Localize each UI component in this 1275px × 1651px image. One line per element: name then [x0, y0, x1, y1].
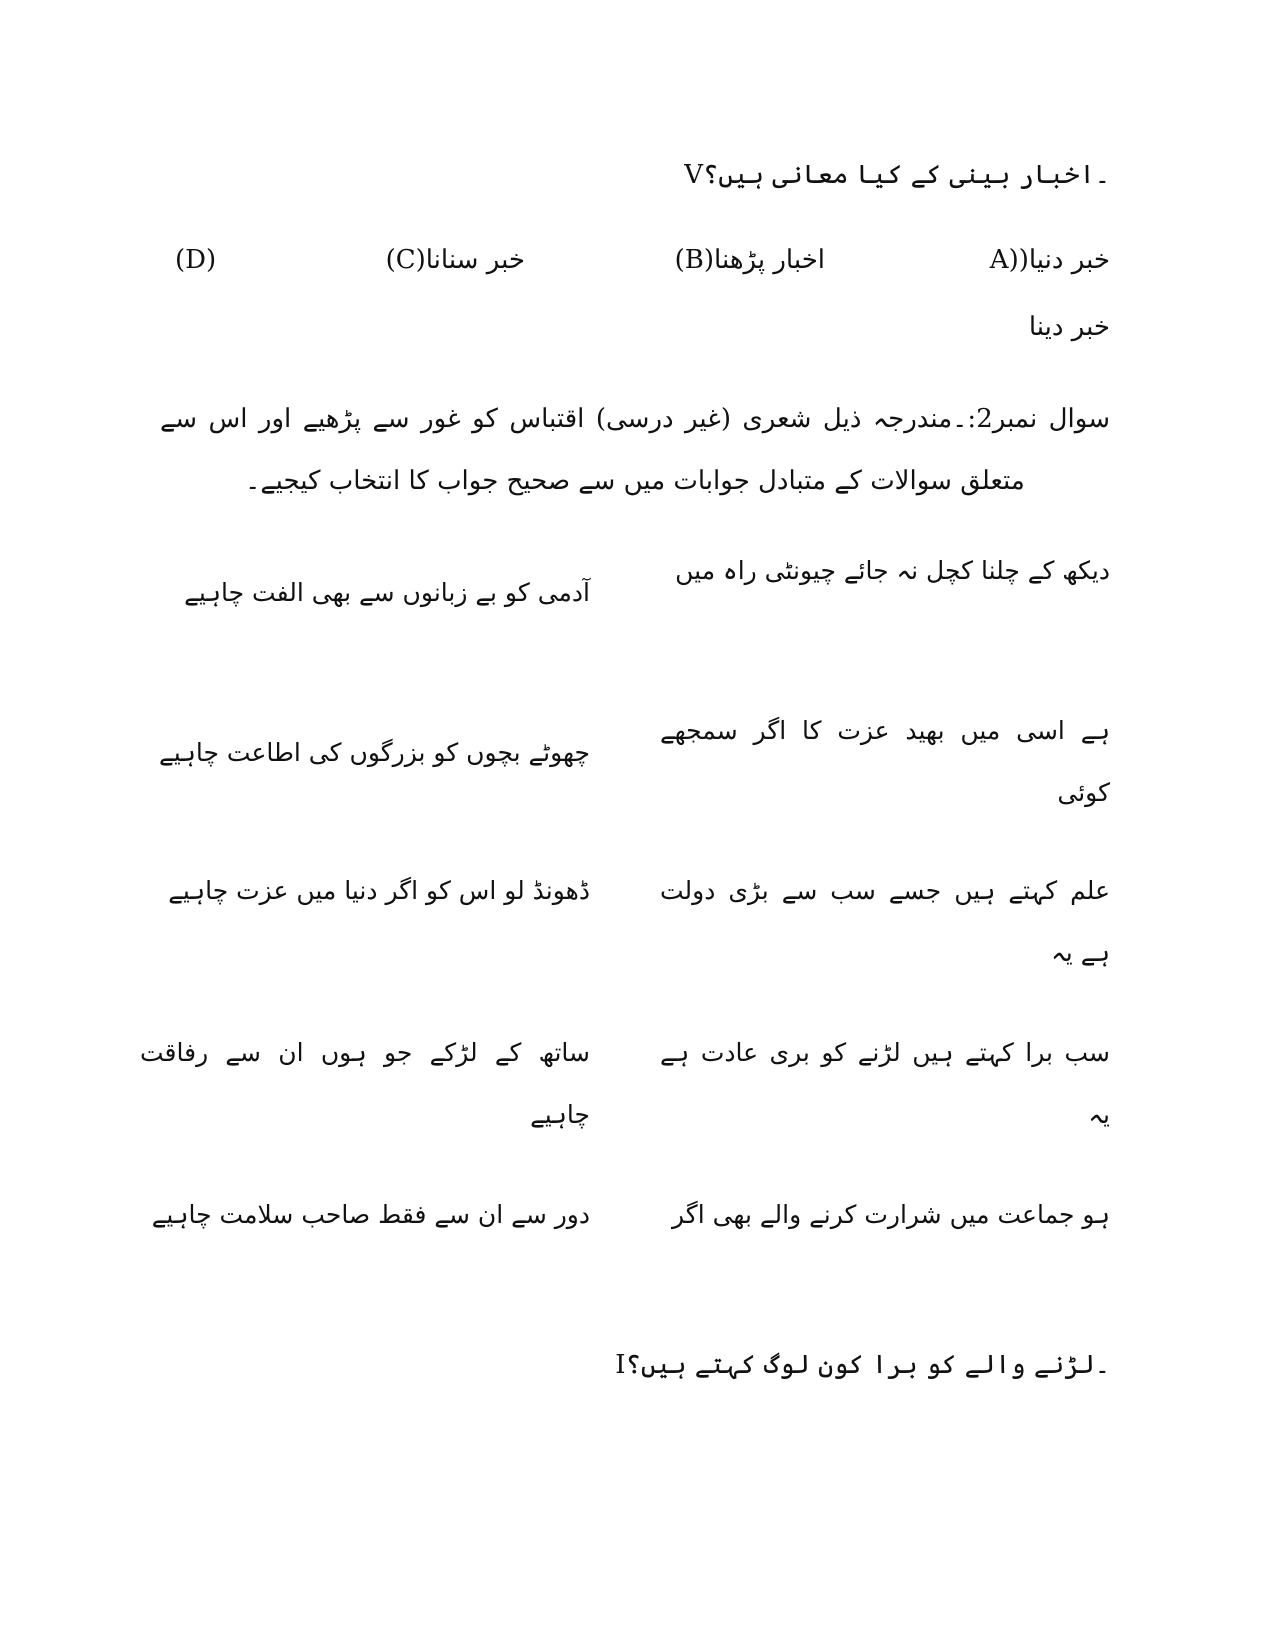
couplet-second-line: چھوٹے بچوں کو بزرگوں کی اطاعت چاہیے [159, 738, 590, 767]
question-v: V۔اخبار بینی کے کیا معانی ہیں؟ [684, 160, 1110, 190]
poem-couplet-1 [140, 540, 1110, 650]
poem-couplet-2 [140, 700, 1110, 810]
couplet-first-line: ہو جماعت میں شرارت کرنے والے بھی اگر [672, 1200, 1110, 1229]
couplet-second-line: آدمی کو بے زبانوں سے بھی الفت چاہیے [184, 578, 590, 607]
couplet-first-line: علم کہتے ہیں جسے سب سے بڑی دولت ہے یہ [660, 876, 1110, 967]
couplet-first-line: دیکھ کے چلنا کچل نہ جائے چیونٹی راہ میں [675, 556, 1110, 585]
option-c: (C)خبر سنانا [385, 245, 525, 275]
option-a: A))خبر دنیا [989, 245, 1110, 275]
couplet-first-line: ہے اسی میں بھید عزت کا اگر سمجھے کوئی [660, 716, 1110, 807]
option-d-label: (D) [175, 245, 217, 275]
couplet-second-line: ڈھونڈ لو اس کو اگر دنیا میں عزت چاہیے [168, 876, 590, 905]
couplet-second-line: ساتھ کے لڑکے جو ہوں ان سے رفاقت چاہیے [140, 1038, 590, 1129]
question-2-instructions: سوال نمبر2:۔مندرجہ ذیل شعری (غیر درسی) اقتباس کو غور سے پڑھیے اور اس سے متعلق سوالات کے متبادل جوابات میں سے صحیح جواب کا انتخاب کیجیے۔ [160, 404, 1110, 496]
option-b: (B)اخبار پڑھنا [674, 245, 825, 275]
couplet-first-line: سب برا کہتے ہیں لڑنے کو بری عادت ہے یہ [660, 1038, 1110, 1129]
couplet-second-line: دور سے ان سے فقط صاحب سلامت چاہیے [151, 1200, 590, 1229]
question-i: I۔لڑنے والے کو برا کون لوگ کہتے ہیں؟ [615, 1350, 1110, 1380]
option-d-text: خبر دینا [1028, 312, 1110, 342]
poem-couplet-3 [140, 860, 1110, 970]
poem-couplet-4 [140, 1022, 1110, 1132]
poem-couplet-5 [140, 1184, 1110, 1294]
